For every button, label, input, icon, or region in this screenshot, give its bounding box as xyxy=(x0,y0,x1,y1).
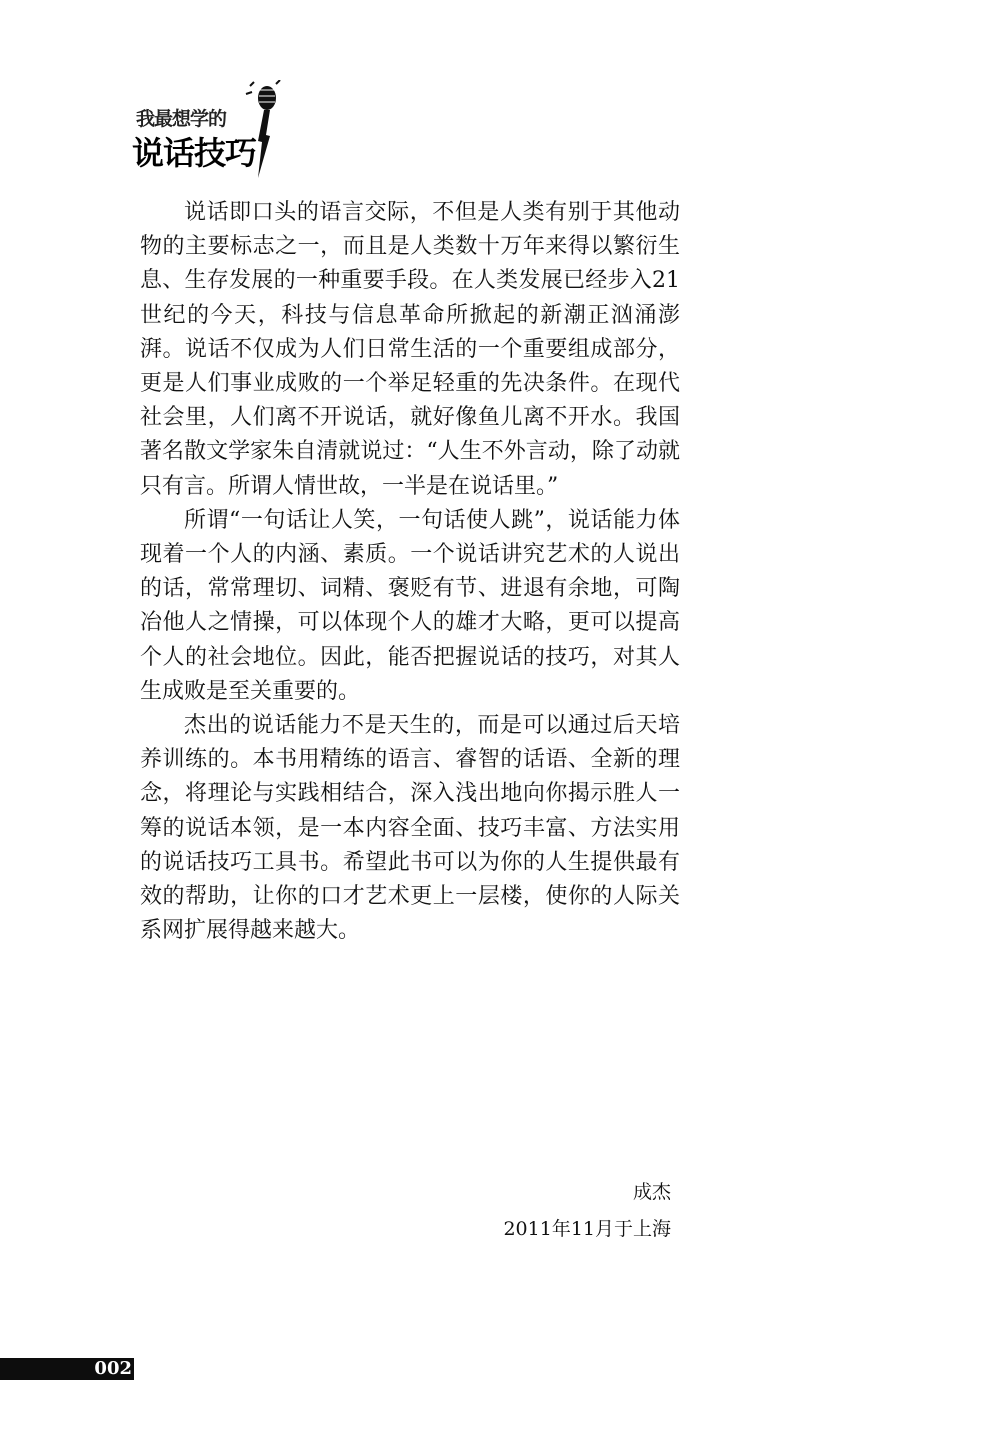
paragraph-1: 说话即口头的语言交际，不但是人类有别于其他动物的主要标志之一，而且是人类数十万年来得以繁衍生息、生存发展的一种重要手段。在人类发展已经步入21世纪的今天，科技与信息革命所掀起的新潮正汹涌澎湃。说话不仅成为人们日常生活的一个重要组成部分，更是人们事业成败的一个举足轻重的先决条件。在现代社会里，人们离不开说话，就好像鱼儿离不开水。我国著名散文学家朱自清就说过：“人生不外言动，除了动就只有言。所谓人情世故，一半是在说话里。” xyxy=(140,200,680,499)
book-logo xyxy=(132,80,282,180)
page-number: 002 xyxy=(94,1358,132,1379)
paragraph-3: 杰出的说话能力不是天生的，而是可以通过后天培养训练的。本书用精练的语言、睿智的话语、全新的理念，将理论与实践相结合，深入浅出地向你揭示胜人一筹的说话本领，是一本内容全面、技巧丰富、方法实用的说话技巧工具书。希望此书可以为你的人生提供最有效的帮助，让你的口才艺术更上一层楼，使你的人际关系网扩展得越来越大。 xyxy=(140,713,680,944)
author-name: 成杰 xyxy=(632,1181,671,1203)
date-place: 2011年11月于上海 xyxy=(503,1218,671,1240)
paragraph-2: 所谓“一句话让人笑，一句话使人跳”，说话能力体现着一个人的内涵、素质。一个说话讲究艺术的人说出的话，常常理切、词精、褒贬有节、进退有余地，可陶冶他人之情操，可以体现个人的雄才大略，更可以提高个人的社会地位。因此，能否把握说话的技巧，对其人生成败是至关重要的。 xyxy=(140,507,680,704)
signature-block xyxy=(503,1174,671,1248)
page-number-bar xyxy=(0,1358,134,1380)
logo-subtitle: 我最想学的 xyxy=(136,108,227,130)
preface-body xyxy=(140,196,680,948)
logo-title: 说话技巧 xyxy=(132,134,257,172)
